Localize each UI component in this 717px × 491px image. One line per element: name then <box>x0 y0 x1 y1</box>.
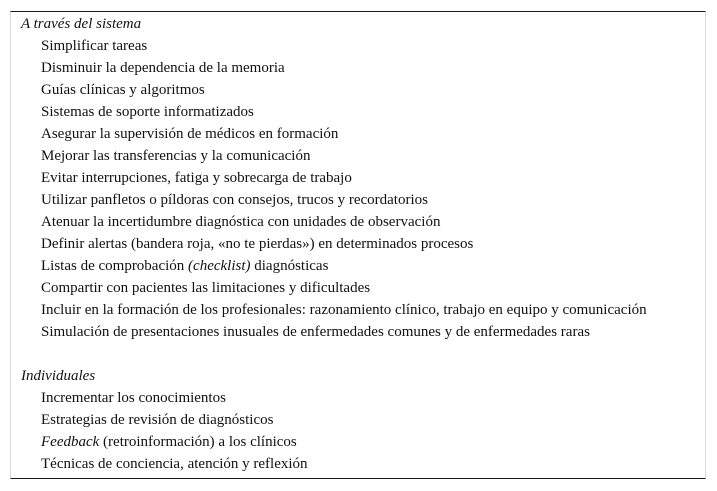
feedback-term: Feedback <box>41 434 100 450</box>
list-item: Simulación de presentaciones inusuales de enfermedades comunes y de enfermedades raras <box>41 324 590 340</box>
list-item: Utilizar panfletos o píldoras con consejos, trucos y recordatorios <box>41 192 428 208</box>
checklist-term: (checklist) <box>188 258 251 274</box>
list-item: Atenuar la incertidumbre diagnóstica con unidades de observación <box>41 214 441 230</box>
list-item: Compartir con pacientes las limitaciones y dificultades <box>41 280 371 296</box>
section-spacer <box>11 343 705 365</box>
list-item: Simplificar tareas <box>41 38 148 54</box>
list-item: Estrategias de revisión de diagnósticos <box>41 412 274 428</box>
list-item: Sistemas de soporte informatizados <box>41 104 254 120</box>
section-heading-individual: Individuales <box>21 368 96 384</box>
checklist-text-after: diagnósticas <box>250 258 329 274</box>
list-item: Técnicas de conciencia, atención y reflexión <box>41 456 308 472</box>
table-body <box>11 13 705 475</box>
list-item-checklist <box>11 255 705 277</box>
list-item: Asegurar la supervisión de médicos en formación <box>41 126 339 142</box>
list-item: Incrementar los conocimientos <box>41 390 226 406</box>
list-item: Incluir en la formación de los profesionales: razonamiento clínico, trabajo en equipo y comunicación <box>41 302 647 318</box>
list-item: Evitar interrupciones, fatiga y sobrecarga de trabajo <box>41 170 352 186</box>
list-item: Disminuir la dependencia de la memoria <box>41 60 285 76</box>
feedback-text-after: (retroinformación) a los clínicos <box>99 434 297 450</box>
list-item: Definir alertas (bandera roja, «no te pierdas») en determinados procesos <box>41 236 474 252</box>
list-item: Guías clínicas y algoritmos <box>41 82 205 98</box>
list-item-feedback <box>11 431 705 453</box>
checklist-text-before: Listas de comprobación <box>41 258 189 274</box>
strategies-table <box>10 11 706 479</box>
list-item: Mejorar las transferencias y la comunicación <box>41 148 311 164</box>
section-heading-system: A través del sistema <box>21 16 142 32</box>
